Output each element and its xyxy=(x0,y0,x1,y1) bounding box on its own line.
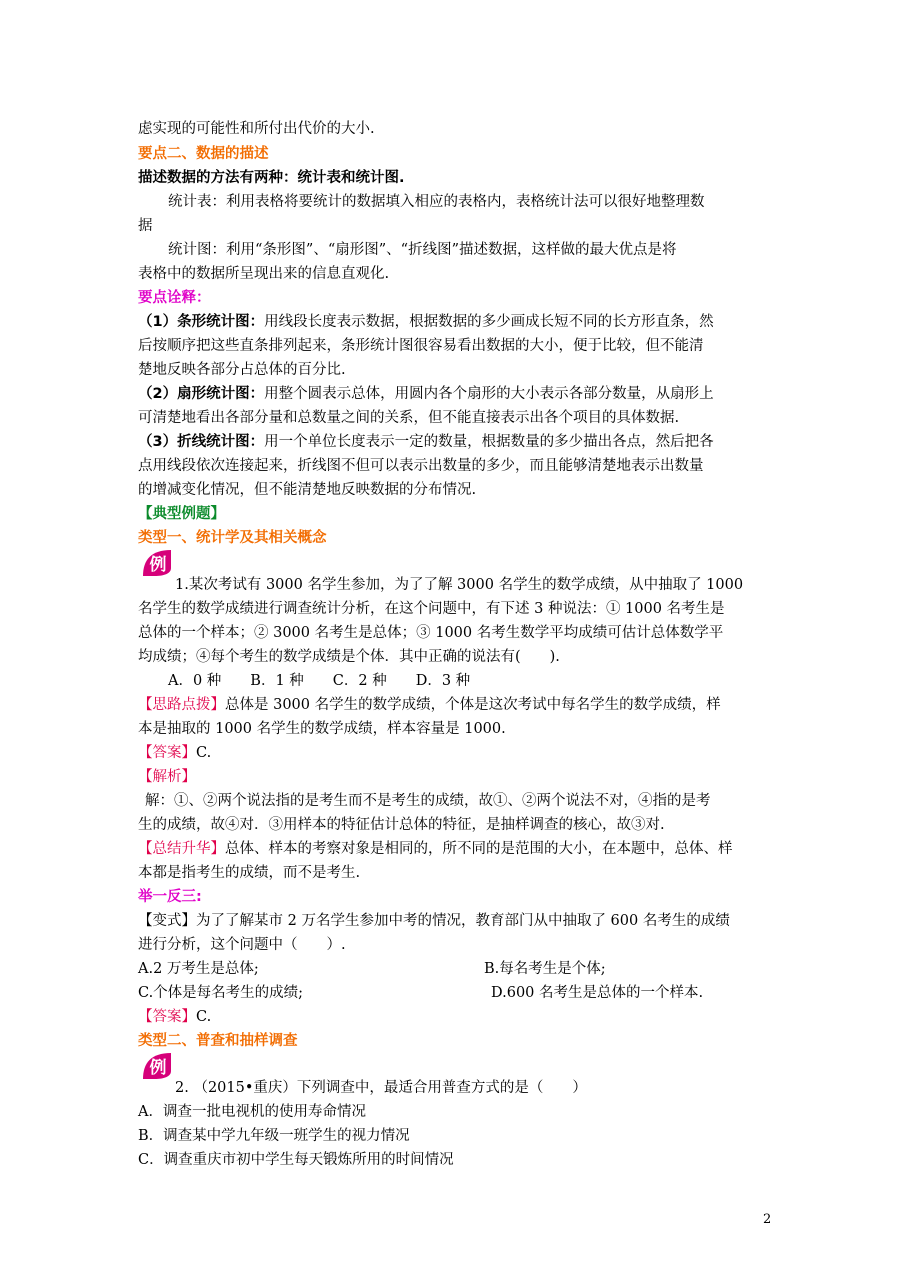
section-heading: 要点诠释： xyxy=(138,290,211,306)
text-line xyxy=(138,1006,778,1028)
option-row xyxy=(138,982,778,1004)
text-line xyxy=(138,383,778,405)
page-number: 2 xyxy=(763,1212,772,1227)
question-line: 均成绩；④每个考生的数学成绩是个体．其中正确的说法有( ). xyxy=(138,649,560,665)
text-line: 表格中的数据所呈现出来的信息直观化. xyxy=(138,266,390,282)
text-line xyxy=(138,838,778,860)
option-line: C．调查重庆市初中学生每天锻炼所用的时间情况 xyxy=(138,1152,454,1168)
answer-label: 【答案】 xyxy=(138,745,196,761)
text-line: 统计图：利用“条形图”、“扇形图”、“折线图”描述数据，这样做的最大优点是将 xyxy=(168,242,677,258)
option-line: B．调查某中学九年级一班学生的视力情况 xyxy=(138,1128,410,1144)
text-line: 据 xyxy=(138,218,153,234)
text-line: 的增减变化情况，但不能清楚地反映数据的分布情况. xyxy=(138,482,477,498)
section-heading: 要点二、数据的描述 xyxy=(138,146,269,162)
option-a: A.2 万考生是总体; xyxy=(138,961,259,977)
text-line: 生的成绩，故④对．③用样本的特征估计总体的特征，是抽样调查的核心，故③对. xyxy=(138,817,665,833)
text-line: 解：①、②两个说法指的是考生而不是考生的成绩，故①、②两个说法不对，④指的是考 xyxy=(145,793,711,809)
text-line: 楚地反映各部分占总体的百分比. xyxy=(138,362,346,378)
analysis-label: 【解析】 xyxy=(138,769,196,785)
text-line: 本是抽取的 1000 名学生的数学成绩，样本容量是 1000. xyxy=(138,721,506,737)
question-line: 【变式】为了了解某市 2 万名学生参加中考的情况，教育部门从中抽取了 600 名考生的成绩 xyxy=(138,913,730,929)
question-line: 2. （2015•重庆）下列调查中，最适合用普查方式的是（ ） xyxy=(175,1080,587,1096)
text-line: 本都是指考生的成绩，而不是考生. xyxy=(138,865,361,881)
text-line: 后按顺序把这些直条排列起来，条形统计图很容易看出数据的大小，便于比较，但不能清 xyxy=(138,338,704,354)
question-line: 总体的一个样本；② 3000 名考生是总体；③ 1000 名考生数学平均成绩可估计总体数学平 xyxy=(138,625,724,641)
option-c: C.个体是每名考生的成绩; xyxy=(138,985,304,1001)
text-span: 用整个圆表示总体，用圆内各个扇形的大小表示各部分数量，从扇形上 xyxy=(264,386,714,402)
text-span: 用线段长度表示数据，根据数据的多少画成长短不同的长方形直条，然 xyxy=(264,314,714,330)
question-line: 1.某次考试有 3000 名学生参加，为了了解 3000 名学生的数学成绩，从中抽取了 1000 xyxy=(175,577,744,593)
section-heading: 类型一、统计学及其相关概念 xyxy=(138,530,327,546)
text-line xyxy=(138,694,778,716)
text-line: 点用线段依次连接起来，折线图不但可以表示出数量的多少，而且能够清楚地表示出数量 xyxy=(138,458,704,474)
term-label: （3）折线统计图： xyxy=(138,434,265,450)
option-d: D.600 名考生是总体的一个样本. xyxy=(491,985,704,1001)
section-heading: 类型二、普查和抽样调查 xyxy=(138,1033,298,1049)
example-badge-icon xyxy=(141,548,175,578)
answer-label: 【答案】 xyxy=(138,1009,196,1025)
text-line: 统计表：利用表格将要统计的数据填入相应的表格内，表格统计法可以很好地整理数 xyxy=(168,194,705,210)
text-line: 可清楚地看出各部分量和总数量之间的关系，但不能直接表示出各个项目的具体数据. xyxy=(138,410,680,426)
section-heading: 举一反三: xyxy=(138,889,202,905)
question-line: 名学生的数学成绩进行调查统计分析，在这个问题中，有下述 3 种说法：① 1000 名考生是 xyxy=(138,601,725,617)
option-row xyxy=(138,958,778,980)
svg-text:例: 例 xyxy=(149,555,167,575)
example-badge-icon xyxy=(141,1051,175,1081)
summary-label: 【总结升华】 xyxy=(138,841,225,857)
text-line: 描述数据的方法有两种：统计表和统计图. xyxy=(138,170,405,186)
answer-value: C. xyxy=(196,745,212,761)
option-line: A．调查一批电视机的使用寿命情况 xyxy=(138,1104,366,1120)
term-label: （2）扇形统计图： xyxy=(138,386,265,402)
text-span: 总体、样本的考察对象是相同的，所不同的是范围的大小，在本题中，总体、样 xyxy=(225,841,733,857)
text-line xyxy=(138,311,778,333)
svg-text:例: 例 xyxy=(149,1058,167,1078)
answer-value: C. xyxy=(196,1009,212,1025)
text-line xyxy=(138,431,778,453)
term-label: （1）条形统计图： xyxy=(138,314,265,330)
text-line: 虑实现的可能性和所付出代价的大小. xyxy=(138,121,375,137)
answer-options: A．0 种 B．1 种 C．2 种 D．3 种 xyxy=(168,673,471,689)
option-b: B.每名考生是个体; xyxy=(484,961,606,977)
text-span: 总体是 3000 名学生的数学成绩，个体是这次考试中每名学生的数学成绩，样 xyxy=(225,697,721,713)
text-line xyxy=(138,742,778,764)
hint-label: 【思路点拨】 xyxy=(138,697,225,713)
question-line: 进行分析，这个问题中（ ）. xyxy=(138,937,346,953)
section-heading: 【典型例题】 xyxy=(138,506,225,522)
text-span: 用一个单位长度表示一定的数量，根据数量的多少描出各点，然后把各 xyxy=(264,434,714,450)
